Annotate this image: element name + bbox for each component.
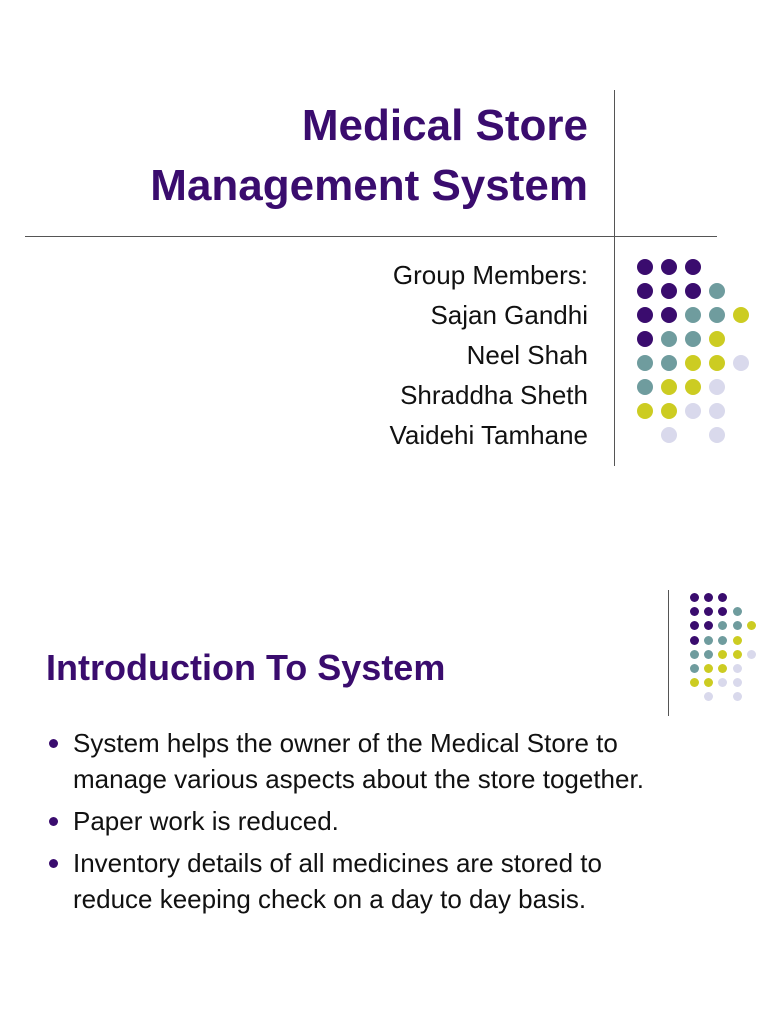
dot <box>685 283 701 299</box>
dot <box>661 307 677 323</box>
slide-title <box>28 96 588 216</box>
dot <box>709 427 725 443</box>
dot <box>685 379 701 395</box>
dot <box>661 355 677 371</box>
dot <box>690 607 699 616</box>
member-name: Shraddha Sheth <box>400 380 588 410</box>
dot <box>718 621 727 630</box>
dot <box>704 593 713 602</box>
member-name: Neel Shah <box>466 340 588 370</box>
dot <box>704 621 713 630</box>
dot <box>685 331 701 347</box>
bullet-item <box>45 803 745 839</box>
title-line-2: Management System <box>150 161 588 210</box>
dot <box>747 621 756 630</box>
dot <box>685 355 701 371</box>
dot <box>637 355 653 371</box>
dot <box>661 259 677 275</box>
bullet-line: Paper work is reduced. <box>73 806 339 836</box>
dot <box>661 379 677 395</box>
dot <box>704 692 713 701</box>
dot <box>690 621 699 630</box>
bullet-item <box>45 845 745 917</box>
dot <box>637 403 653 419</box>
member-name: Vaidehi Tamhane <box>389 420 588 450</box>
dot <box>704 678 713 687</box>
bullet-line: reduce keeping check on a day to day basis. <box>73 884 587 914</box>
dot <box>718 636 727 645</box>
dot <box>704 650 713 659</box>
dot <box>718 650 727 659</box>
dot <box>718 678 727 687</box>
dot <box>733 621 742 630</box>
dot <box>709 379 725 395</box>
slide-title: Introduction To System <box>46 647 446 688</box>
dot <box>661 331 677 347</box>
dot <box>661 283 677 299</box>
dot <box>718 607 727 616</box>
bullet-line: manage various aspects about the store together. <box>73 764 644 794</box>
dot <box>685 403 701 419</box>
dot <box>709 403 725 419</box>
dot <box>733 664 742 673</box>
dot <box>690 593 699 602</box>
dot <box>733 607 742 616</box>
bullet-line: Inventory details of all medicines are stored to <box>73 848 602 878</box>
dot <box>690 664 699 673</box>
dot <box>704 664 713 673</box>
dot <box>718 593 727 602</box>
bullet-list <box>45 725 745 923</box>
dot <box>704 636 713 645</box>
dot <box>709 355 725 371</box>
members-label: Group Members: <box>392 260 588 290</box>
vertical-divider <box>614 90 615 466</box>
dot <box>733 678 742 687</box>
dot <box>704 607 713 616</box>
bullet-line: System helps the owner of the Medical Store to <box>73 728 618 758</box>
intro-slide <box>0 520 768 1024</box>
bullet-icon <box>49 739 58 748</box>
dot <box>661 427 677 443</box>
dot <box>733 355 749 371</box>
dot <box>718 664 727 673</box>
bullet-icon <box>49 859 58 868</box>
dot <box>661 403 677 419</box>
dot <box>709 307 725 323</box>
dot <box>637 307 653 323</box>
dot <box>709 283 725 299</box>
dot <box>637 379 653 395</box>
dot <box>690 650 699 659</box>
title-line-1: Medical Store <box>301 101 588 150</box>
dot <box>685 307 701 323</box>
dot <box>637 259 653 275</box>
group-members <box>188 255 588 455</box>
dot <box>733 636 742 645</box>
dot <box>733 692 742 701</box>
bullet-item <box>45 725 745 797</box>
dot <box>690 636 699 645</box>
dot <box>637 331 653 347</box>
dot <box>637 283 653 299</box>
bullet-icon <box>49 817 58 826</box>
vertical-divider <box>668 590 669 716</box>
dot <box>709 331 725 347</box>
dot <box>747 650 756 659</box>
dot <box>733 307 749 323</box>
dot <box>733 650 742 659</box>
member-name: Sajan Gandhi <box>430 300 588 330</box>
dot <box>690 678 699 687</box>
dot <box>685 259 701 275</box>
